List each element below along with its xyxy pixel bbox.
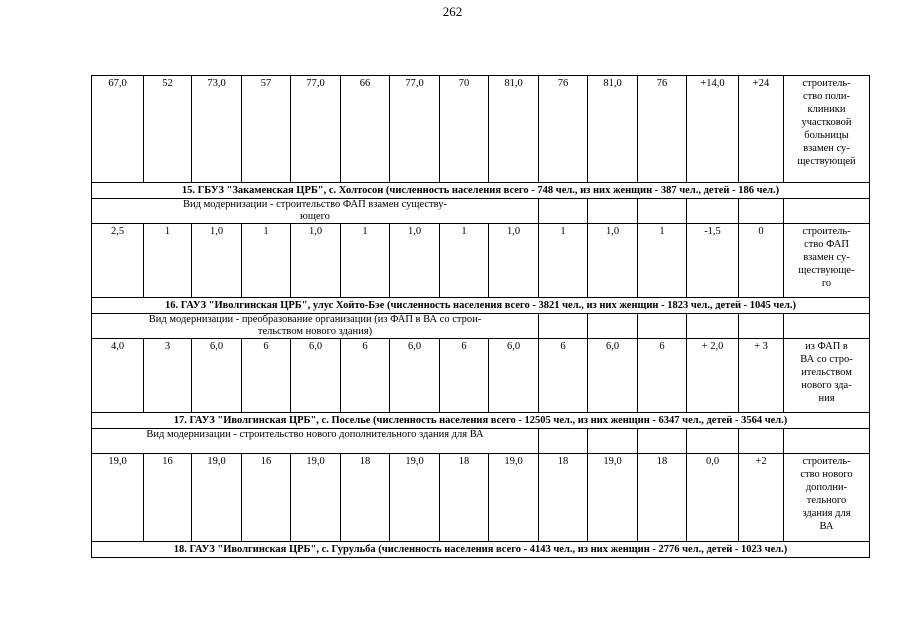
section-title: 18. ГАУЗ "Иволгинская ЦРБ", с. Гурульба (численность населения всего - 4143 чел., из них женщин - 2776 чел., детей - 1023 чел.) (92, 542, 870, 558)
note-line: ство нового (800, 469, 853, 480)
note-line: ство ФАП (804, 239, 849, 250)
data-cell: 52 (144, 76, 192, 183)
data-cell: +14,0 (687, 76, 739, 183)
note-line: тельного (806, 495, 847, 506)
data-row (92, 76, 870, 183)
data-cell: 18 (638, 454, 687, 542)
data-cell: 3 (144, 339, 192, 413)
note-line: ВА со стро- (800, 354, 853, 365)
data-cell: 1 (539, 224, 588, 298)
empty-cell (687, 429, 739, 454)
note-line: участковой (801, 117, 852, 128)
note-line: клиники (807, 104, 846, 115)
note-line: ство поли- (802, 91, 851, 102)
data-cell: 18 (341, 454, 390, 542)
data-row (92, 339, 870, 413)
data-cell: 1 (440, 224, 489, 298)
data-cell: 18 (539, 454, 588, 542)
note-line: взамен су- (803, 252, 850, 263)
note-line: ществующей (797, 156, 856, 167)
section-header-row (92, 298, 870, 314)
note-line: взамен су- (803, 143, 850, 154)
note-line: ительством (801, 367, 852, 378)
note-line: нового зда- (801, 380, 852, 391)
empty-cell (638, 199, 687, 224)
note-line: ВА (819, 521, 834, 532)
data-cell: 16 (242, 454, 291, 542)
empty-cell (739, 429, 784, 454)
modernization-table (91, 75, 870, 558)
data-cell: 6,0 (390, 339, 440, 413)
note-line: ществующе- (798, 265, 855, 276)
data-cell: 81,0 (489, 76, 539, 183)
empty-cell (539, 429, 588, 454)
empty-cell (539, 314, 588, 339)
note-line: строитель- (802, 456, 851, 467)
data-cell: 19,0 (588, 454, 638, 542)
data-cell: 6 (242, 339, 291, 413)
data-cell: 4,0 (92, 339, 144, 413)
data-cell: 6 (539, 339, 588, 413)
data-cell: 57 (242, 76, 291, 183)
data-cell: 19,0 (390, 454, 440, 542)
note-line: ния (818, 393, 835, 404)
data-cell: 6,0 (489, 339, 539, 413)
data-cell: 6 (440, 339, 489, 413)
data-cell: 1,0 (291, 224, 341, 298)
note-line: строитель- (802, 78, 851, 89)
note-line: строитель- (802, 226, 851, 237)
page-number: 262 (442, 4, 463, 19)
data-cell: 1,0 (192, 224, 242, 298)
empty-cell (739, 314, 784, 339)
data-cell: 16 (144, 454, 192, 542)
data-cell: + 2,0 (687, 339, 739, 413)
section-header-row (92, 183, 870, 199)
data-cell: 6,0 (192, 339, 242, 413)
data-cell: + 3 (739, 339, 784, 413)
section-title: 16. ГАУЗ "Иволгинская ЦРБ", улус Хойто-Бэе (численность населения всего - 3821 чел., из них женщин - 1823 чел., детей - 1045 чел.) (92, 298, 870, 314)
empty-cell (638, 314, 687, 339)
data-cell: 1,0 (588, 224, 638, 298)
data-cell: 6 (638, 339, 687, 413)
data-row (92, 454, 870, 542)
empty-cell (784, 314, 870, 339)
data-cell: -1,5 (687, 224, 739, 298)
data-cell: 76 (539, 76, 588, 183)
modernization-type-row (92, 429, 870, 454)
empty-cell (784, 199, 870, 224)
modernization-type-row (92, 314, 870, 339)
data-cell: 6,0 (588, 339, 638, 413)
section-title: 17. ГАУЗ "Иволгинская ЦРБ", с. Поселье (численность населения всего - 12505 чел., из них женщин - 6347 чел., детей - 3564 чел.) (92, 413, 870, 429)
data-cell: 81,0 (588, 76, 638, 183)
data-cell: 76 (638, 76, 687, 183)
note-line: больницы (804, 130, 849, 141)
data-row (92, 224, 870, 298)
modernization-type: Вид модернизации - строительство ФАП взамен существу- ющего (92, 199, 539, 224)
data-cell: 1 (242, 224, 291, 298)
data-cell: 19,0 (489, 454, 539, 542)
note-cell (784, 224, 870, 298)
data-cell: 70 (440, 76, 489, 183)
data-cell: 67,0 (92, 76, 144, 183)
data-cell: 1 (341, 224, 390, 298)
empty-cell (539, 199, 588, 224)
empty-cell (687, 314, 739, 339)
empty-cell (588, 429, 638, 454)
data-cell: 77,0 (390, 76, 440, 183)
note-cell (784, 76, 870, 183)
data-cell: +24 (739, 76, 784, 183)
note-line: дополни- (805, 482, 848, 493)
data-cell: 1 (144, 224, 192, 298)
note-line: го (821, 278, 832, 289)
data-cell: 77,0 (291, 76, 341, 183)
empty-cell (739, 199, 784, 224)
data-cell: 1,0 (390, 224, 440, 298)
modernization-type-row (92, 199, 870, 224)
empty-cell (638, 429, 687, 454)
data-cell: 19,0 (192, 454, 242, 542)
data-cell: 0,0 (687, 454, 739, 542)
data-cell: +2 (739, 454, 784, 542)
note-line: из ФАП в (805, 341, 848, 352)
data-cell: 66 (341, 76, 390, 183)
data-cell: 19,0 (291, 454, 341, 542)
data-cell: 6 (341, 339, 390, 413)
empty-cell (687, 199, 739, 224)
data-cell: 1 (638, 224, 687, 298)
data-cell: 6,0 (291, 339, 341, 413)
section-title: 15. ГБУЗ "Закаменская ЦРБ", с. Холтосон (численность населения всего - 748 чел., из них женщин - 387 чел., детей - 186 чел.) (92, 183, 870, 199)
note-cell (784, 454, 870, 542)
empty-cell (784, 429, 870, 454)
data-cell: 18 (440, 454, 489, 542)
data-cell: 1,0 (489, 224, 539, 298)
section-header-row (92, 413, 870, 429)
data-cell: 0 (739, 224, 784, 298)
note-cell (784, 339, 870, 413)
section-header-row (92, 542, 870, 558)
data-cell: 19,0 (92, 454, 144, 542)
empty-cell (588, 199, 638, 224)
modernization-type: Вид модернизации - преобразование организации (из ФАП в ВА со строи- тельством нового здания) (92, 314, 539, 339)
data-cell: 2,5 (92, 224, 144, 298)
data-cell: 73,0 (192, 76, 242, 183)
empty-cell (588, 314, 638, 339)
note-line: здания для (802, 508, 851, 519)
modernization-type: Вид модернизации - строительство нового дополнительного здания для ВА (92, 429, 539, 454)
